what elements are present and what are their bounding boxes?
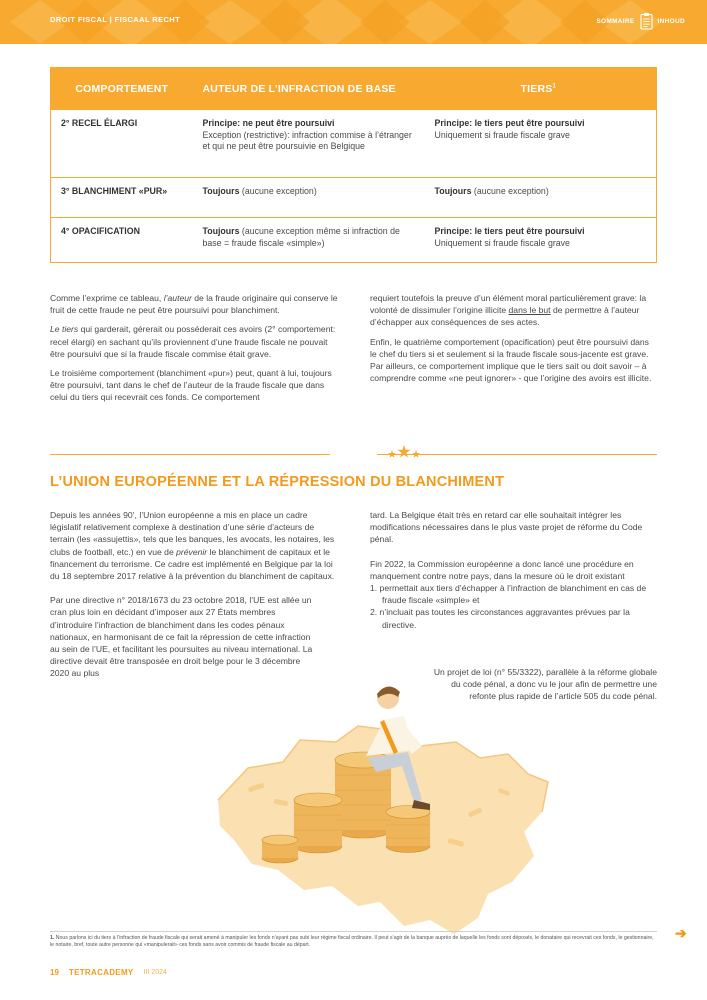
issue-label: III 2024	[143, 969, 167, 976]
paragraph: Un projet de loi (n° 55/3322), parallèle à la réforme globale du code pénal, a donc vu le jour afin de permettre une refonte plus rapide de l’article 505 du code pénal.	[433, 667, 657, 702]
text-run: qui garderait, gérerait ou posséderait ces avoirs (2° comportement: recel élargi) en sachant qu’ils proviennent d’une fraude fiscale ne pouvait être poursuivi que si la fraude fiscale commise était grave.	[50, 324, 336, 359]
author-detail: (aucune exception même si infraction de base = fraude fiscale «simple»)	[202, 226, 400, 248]
numbered-list	[370, 582, 657, 631]
text-run: de la fraude originaire qui conserve le fruit de cette fraude ne peut être poursuivi pour blanchiment.	[50, 293, 338, 316]
third-principle: Principe: le tiers peut être poursuivi	[434, 226, 585, 236]
divider-line	[377, 454, 657, 455]
table-row	[51, 110, 657, 178]
paragraph: Par une directive n° 2018/1673 du 23 octobre 2018, l’UE est allée un cran plus loin en décidant d’imposer aux 27 États membres d’introduire l’infraction de blanchiment dans les codes pénaux nationaux, en harmonisant de ce fait la répression de cette infraction au sein de l’UE, et facilitant les poursuites au niveau international. La directive devait être transposée en droit belge pour le 3 décembre 2020 au plus	[50, 595, 313, 679]
third-principle: Principe: le tiers peut être poursuivi	[434, 118, 585, 128]
header-auteur: AUTEUR DE L’INFRACTION DE BASE	[193, 68, 425, 110]
author-principle: Principe: ne peut être poursuivi	[202, 118, 335, 128]
author-detail: (aucune exception)	[239, 186, 317, 196]
intro-left-column	[50, 292, 340, 411]
third-principle: Toujours	[434, 186, 472, 196]
behaviour-cell: 3° BLANCHIMENT «PUR»	[51, 178, 193, 218]
section-title: L’UNION EUROPÉENNE ET LA RÉPRESSION DU BLANCHIMENT	[50, 474, 505, 490]
text-run: Comme l’exprime ce tableau,	[50, 293, 164, 303]
comparison-table	[50, 67, 657, 263]
behaviour-cell: 4° OPACIFICATION	[51, 218, 193, 263]
author-cell	[193, 110, 425, 178]
behaviour-cell: 2° RECEL ÉLARGI	[51, 110, 193, 178]
table-row	[51, 178, 657, 218]
section-divider	[50, 447, 657, 461]
page-footer	[50, 968, 167, 977]
footnote-number: 1.	[50, 935, 55, 941]
author-principle: Toujours	[202, 226, 240, 236]
header-comportement: COMPORTEMENT	[51, 68, 193, 110]
paragraph: Fin 2022, la Commission européenne a donc lancé une procédure en manquement contre notre pays, dans la mesure où le droit existant	[370, 558, 634, 581]
footnote-ref[interactable]: 1	[552, 83, 556, 89]
paragraph	[50, 509, 340, 582]
section-right-column	[370, 509, 657, 631]
footnote-text: Nous parlons ici du tiers à l’infraction de fraude fiscale qui serait amené à manipuler les fonds n’ayant pas subi leur régime fiscal ordinaire. Il peut s’agir de la banque auprès de laquelle les fonds sont déposés, le donataire qui recevrait ces fonds, le gestionnaire, le notaire, bref, toute autre personne qui «manipulerait» ces fonds sans avoir commis de fraude fiscale au départ.	[50, 935, 654, 948]
header-tiers	[425, 68, 657, 110]
footnote	[50, 935, 657, 949]
third-cell	[425, 178, 657, 218]
text-emphasis: l’auteur	[163, 293, 192, 303]
text-run: de permettre à l’auteur d’échapper aux conséquences de ses actes.	[370, 305, 640, 328]
text-emphasis: prévenir	[176, 546, 208, 557]
text-run: le blanchiment de capitaux et le financement du terrorisme. Ce cadre est implémenté en Belgique par la loi du 18 septembre 2017 relative à la prévention du blanchiment de capitaux.	[50, 546, 335, 582]
page-number: 19	[50, 968, 59, 977]
third-detail: Uniquement si fraude fiscale grave	[434, 237, 570, 248]
header-band	[0, 0, 707, 44]
third-cell	[425, 218, 657, 263]
header-tiers-label: TIERS	[520, 82, 553, 95]
text-run: requiert toutefois la preuve d’un élément moral particulièrement grave: la volonté de dissimuler l’origine illicite	[370, 293, 647, 316]
clipboard-icon[interactable]	[640, 12, 653, 30]
nav-label-sommaire[interactable]: SOMMAIRE	[596, 17, 635, 25]
paragraph: tard. La Belgique était très en retard car elle souhaitait intégrer les modifications nécessaires dans le plus vaste projet de réforme du Code pénal.	[370, 510, 643, 545]
paragraph	[50, 323, 340, 360]
arrow-right-icon[interactable]: ➔	[675, 925, 687, 941]
table-row	[51, 218, 657, 263]
author-detail: Exception (restrictive): infraction commise à l’étranger et qui ne peut être poursuivie en Belgique	[202, 129, 412, 151]
table-of-contents-link[interactable]	[596, 12, 685, 30]
divider-line	[50, 454, 330, 455]
breadcrumb: DROIT FISCAL | FISCAAL RECHT	[50, 15, 181, 24]
paragraph: Le troisième comportement (blanchiment «pur») peut, quant à lui, toujours être poursuivi, tant dans le chef de l’auteur de la fraude fiscale que dans celui du tiers qui recevrait ces fonds. Ce comportement	[50, 368, 332, 403]
list-item: 1. permettait aux tiers d’échapper à l’infraction de blanchiment en cas de fraude fiscale «simple» et	[370, 583, 647, 606]
third-cell	[425, 110, 657, 178]
author-cell	[193, 218, 425, 263]
nav-label-inhoud[interactable]: INHOUD	[657, 17, 685, 25]
footnote-separator	[50, 931, 657, 932]
paragraph: Enfin, le quatrième comportement (opacification) peut être poursuivi dans le chef du tiers si et seulement si la fraude fiscale sous-jacente est grave. Par ailleurs, ce comportement implique que le tiers sait ou doit savoir – à comprendre comme «ne peut ignorer» - que l’origine des avoirs est illicite.	[370, 336, 652, 384]
list-item: 2. n’incluait pas toutes les circonstances aggravantes prévues par la directive.	[370, 607, 630, 630]
paragraph	[370, 292, 657, 329]
author-principle: Toujours	[202, 186, 240, 196]
paragraph	[50, 292, 340, 316]
text-underline: dans le but	[508, 305, 551, 316]
publisher-logo: TETRACADEMY	[68, 968, 134, 977]
belgium-coins-illustration	[208, 650, 558, 940]
text-emphasis: Le tiers	[50, 324, 79, 335]
table-header-row	[51, 68, 657, 110]
third-detail: (aucune exception)	[471, 186, 549, 196]
intro-right-column	[370, 292, 657, 391]
text-run: Depuis les années 90’, l’Union européenne a mis en place un cadre législatif relativement complexe à destination d’une série d’acteurs de terrain (les «assujettis», tels que les banques, les avocats, les notaires, les clubs de football, etc.) en vue de	[50, 510, 335, 557]
stars-icon	[386, 444, 422, 460]
third-detail: Uniquement si fraude fiscale grave	[434, 129, 570, 140]
author-cell	[193, 178, 425, 218]
